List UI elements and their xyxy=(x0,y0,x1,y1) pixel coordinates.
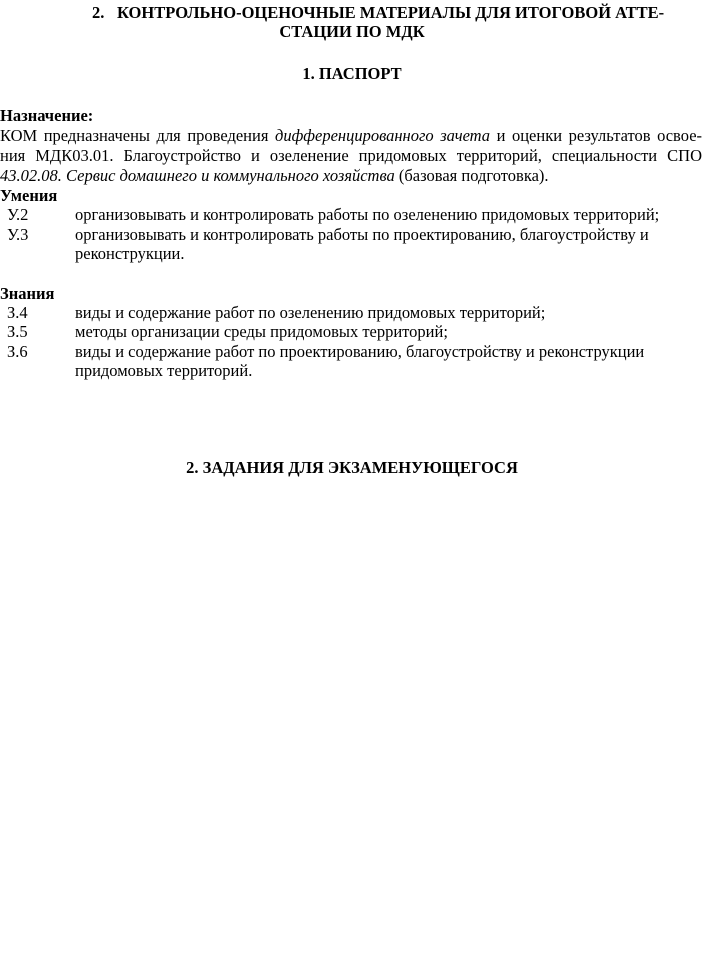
skill-code: У.2 xyxy=(7,205,29,224)
skill-text: организовывать и контролировать работы по озеленению придомовых территорий; xyxy=(75,205,660,224)
purpose-italic-text: дифференцированного зачета xyxy=(274,126,491,145)
purpose-text: КОМ предназначены для проведения xyxy=(0,126,275,145)
knowledge-text-continued: придомовых территорий. xyxy=(75,361,253,380)
passport-title: 1. ПАСПОРТ xyxy=(302,64,402,83)
skill-text: организовывать и контролировать работы по проектированию, благоустройству и xyxy=(75,225,649,244)
skill-code: У.3 xyxy=(7,225,29,244)
knowledge-text: виды и содержание работ по озеленению придомовых территорий; xyxy=(75,303,546,322)
purpose-line-1 xyxy=(0,126,702,146)
purpose-line-3 xyxy=(0,166,549,186)
knowledge-code: З.6 xyxy=(7,342,28,361)
knowledge-code: З.5 xyxy=(7,322,28,341)
knowledge-text: виды и содержание работ по проектированию, благоустройству и реконструкции xyxy=(75,342,645,361)
specialty-italic: 43.02.08. Сервис домашнего и коммунального хозяйства xyxy=(0,166,395,185)
heading-line-2: СТАЦИИ ПО МДК xyxy=(279,22,425,41)
knowledge-label: Знания xyxy=(0,284,55,303)
purpose-text-end: и оценки результатов освое- xyxy=(490,126,703,145)
skills-label: Умения xyxy=(0,186,58,205)
specialty-level: (базовая подготовка). xyxy=(394,166,549,185)
section-2-title: 2. ЗАДАНИЯ ДЛЯ ЭКЗАМЕНУЮЩЕГОСЯ xyxy=(186,458,518,477)
heading-line-1: КОНТРОЛЬНО-ОЦЕНОЧНЫЕ МАТЕРИАЛЫ ДЛЯ ИТОГОВОЙ АТТЕ- xyxy=(117,3,665,22)
knowledge-code: З.4 xyxy=(7,303,28,322)
purpose-label: Назначение: xyxy=(0,106,94,125)
knowledge-text: методы организации среды придомовых территорий; xyxy=(75,322,448,341)
skill-text-continued: реконструкции. xyxy=(75,244,185,263)
purpose-line-2: ния МДК03.01. Благоустройство и озеленение придомовых территорий, специальности СПО xyxy=(0,146,702,165)
heading-number: 2. xyxy=(92,3,105,22)
